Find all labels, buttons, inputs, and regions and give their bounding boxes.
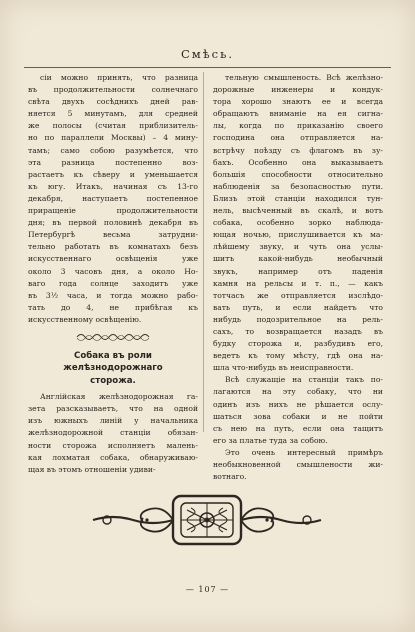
tailpiece-ornament xyxy=(87,490,327,550)
left-column xyxy=(28,72,198,476)
text-line: нибудь подозрительное на рель- xyxy=(213,314,383,324)
text-line: дорожные инженеры и кондук- xyxy=(213,85,383,95)
text-line: нель, высѣченный въ скалѣ, и вотъ xyxy=(213,206,383,216)
text-line: Англійская желѣзнодорожная га- xyxy=(40,392,198,402)
text-line: камня на рельсы и т. п., — какъ xyxy=(213,278,383,288)
right-paragraph-1 xyxy=(213,72,383,374)
text-line: эта разница постепенно воз- xyxy=(28,157,198,167)
text-line: лагаются на эту собаку, что ни xyxy=(213,387,383,397)
text-line: въ продолжительности солнечнаго xyxy=(28,85,198,95)
text-line: вотнаго. xyxy=(213,472,247,482)
text-line: ности сторожа исполняетъ малень- xyxy=(28,440,198,450)
text-line: звукъ, например отъ паденія xyxy=(213,266,383,276)
text-line: бахъ. Особенно она выказываетъ xyxy=(213,157,383,167)
text-line: съ нею на путь, если она тащитъ xyxy=(213,423,383,433)
text-line: большія способности относительно xyxy=(213,169,383,179)
text-line: няется 5 минутамъ, для средней xyxy=(28,109,198,119)
text-line: свѣта двухъ сосѣднихъ дней рав- xyxy=(28,97,198,107)
text-line: Петербургѣ весьма затрудни- xyxy=(28,230,198,240)
text-line: ваго года солнце заходитъ уже xyxy=(28,278,198,288)
text-line: дня; въ первой половинѣ декабря въ xyxy=(28,218,198,228)
section-title-line-2: сторожа. xyxy=(90,375,136,386)
text-line: желѣзнодорожной станціи обязан- xyxy=(28,428,198,438)
text-line: искусственному освѣщенію. xyxy=(28,314,142,324)
text-line: приращеніе продолжительности xyxy=(28,206,198,216)
text-line: искусственнаго освѣщенія уже xyxy=(28,254,198,264)
right-column xyxy=(213,72,383,483)
text-line: будку сторожа и, разбудивъ его, xyxy=(213,339,383,349)
text-line: одинъ изъ нихъ не рѣшается ослу- xyxy=(213,399,383,409)
text-line: щая въ этомъ отношеніи удиви- xyxy=(28,464,156,474)
text-line: же полосы (считая приблизитель- xyxy=(28,121,198,131)
text-line: шитъ какой-нибудь необычный xyxy=(213,254,383,264)
text-line: тотчасъ же отправляется изслѣдо- xyxy=(213,290,383,300)
right-paragraph-2 xyxy=(213,374,383,447)
left-paragraph-2 xyxy=(28,391,198,476)
right-paragraph-3 xyxy=(213,447,383,483)
section-title xyxy=(28,350,198,387)
text-line: наблюденія за безопасностью пути. xyxy=(213,181,383,191)
running-header: Смѣсь. xyxy=(180,47,235,61)
text-line: тора хорошо знаютъ ее и всегда xyxy=(213,97,383,107)
text-line: сахъ, то возвращается назадъ въ xyxy=(213,326,383,336)
text-line: собака, особенно зорко наблюда- xyxy=(213,218,383,228)
text-line: господина она отправляется на- xyxy=(213,133,383,143)
section-title-line-1: Собака въ роли желѣзнодорожнаго xyxy=(63,350,163,374)
text-line: декабря, наступаетъ постепенное xyxy=(28,193,198,203)
text-line: ющая ночью, прислушивается къ ма- xyxy=(213,230,383,240)
text-line: тельную смышленость. Всѣ желѣзно- xyxy=(225,73,383,82)
text-line: ведетъ къ тому мѣсту, гдѣ она на- xyxy=(213,351,383,361)
column-divider xyxy=(203,72,204,432)
section-separator-ornament xyxy=(28,326,198,348)
text-line: зета разсказываетъ, что на одной xyxy=(28,404,198,414)
text-line: къ югу. Итакъ, начиная съ 13-го xyxy=(28,181,198,191)
text-line: вать путь, и если найдетъ что xyxy=(213,302,383,312)
text-line: встрѣчу поѣзду съ флагомъ въ зу- xyxy=(213,145,383,155)
text-line: около 3 часовъ дня, а около Но- xyxy=(28,266,198,276)
text-line: шаться зова собаки и не пойти xyxy=(213,411,383,421)
text-line: сіи можно принять, что разница xyxy=(40,73,198,82)
text-line: Всѣ служащіе на станціи такъ по- xyxy=(225,375,383,385)
text-line: тельно работать въ комнатахъ безъ xyxy=(28,242,198,252)
text-line: изъ южныхъ линій у начальника xyxy=(28,416,198,426)
text-line: но по параллели Москвы) – 4 мину- xyxy=(28,133,198,143)
text-line: растаетъ къ сѣверу и уменьшается xyxy=(28,169,198,179)
text-line: въ 3½ часа, и тогда можно рабо- xyxy=(28,290,198,300)
text-line: тать до 4, не прибѣгая къ xyxy=(28,302,198,312)
text-line: кая лохматая собака, обнаруживаю- xyxy=(28,452,198,462)
page-number: — 107 — xyxy=(185,585,230,594)
text-line: необыкновенной смышлености жи- xyxy=(213,460,383,469)
text-line: шла что-нибудь въ неисправности. xyxy=(213,363,354,373)
text-line: Это очень интересный примѣръ xyxy=(225,447,383,457)
header-rule xyxy=(24,67,391,68)
text-line: лы, когда по приказанію своего xyxy=(213,121,383,131)
text-line: лѣйшему звуку, и чуть она услы- xyxy=(213,242,383,252)
text-line: обращаютъ вниманіе на ея сигна- xyxy=(213,109,383,119)
text-line: тамъ; само собою разумѣется, что xyxy=(28,145,198,155)
text-line: Близъ этой станціи находился тун- xyxy=(213,193,383,203)
text-line: его за платье туда за собою. xyxy=(213,435,328,445)
left-paragraph-1 xyxy=(28,72,198,326)
